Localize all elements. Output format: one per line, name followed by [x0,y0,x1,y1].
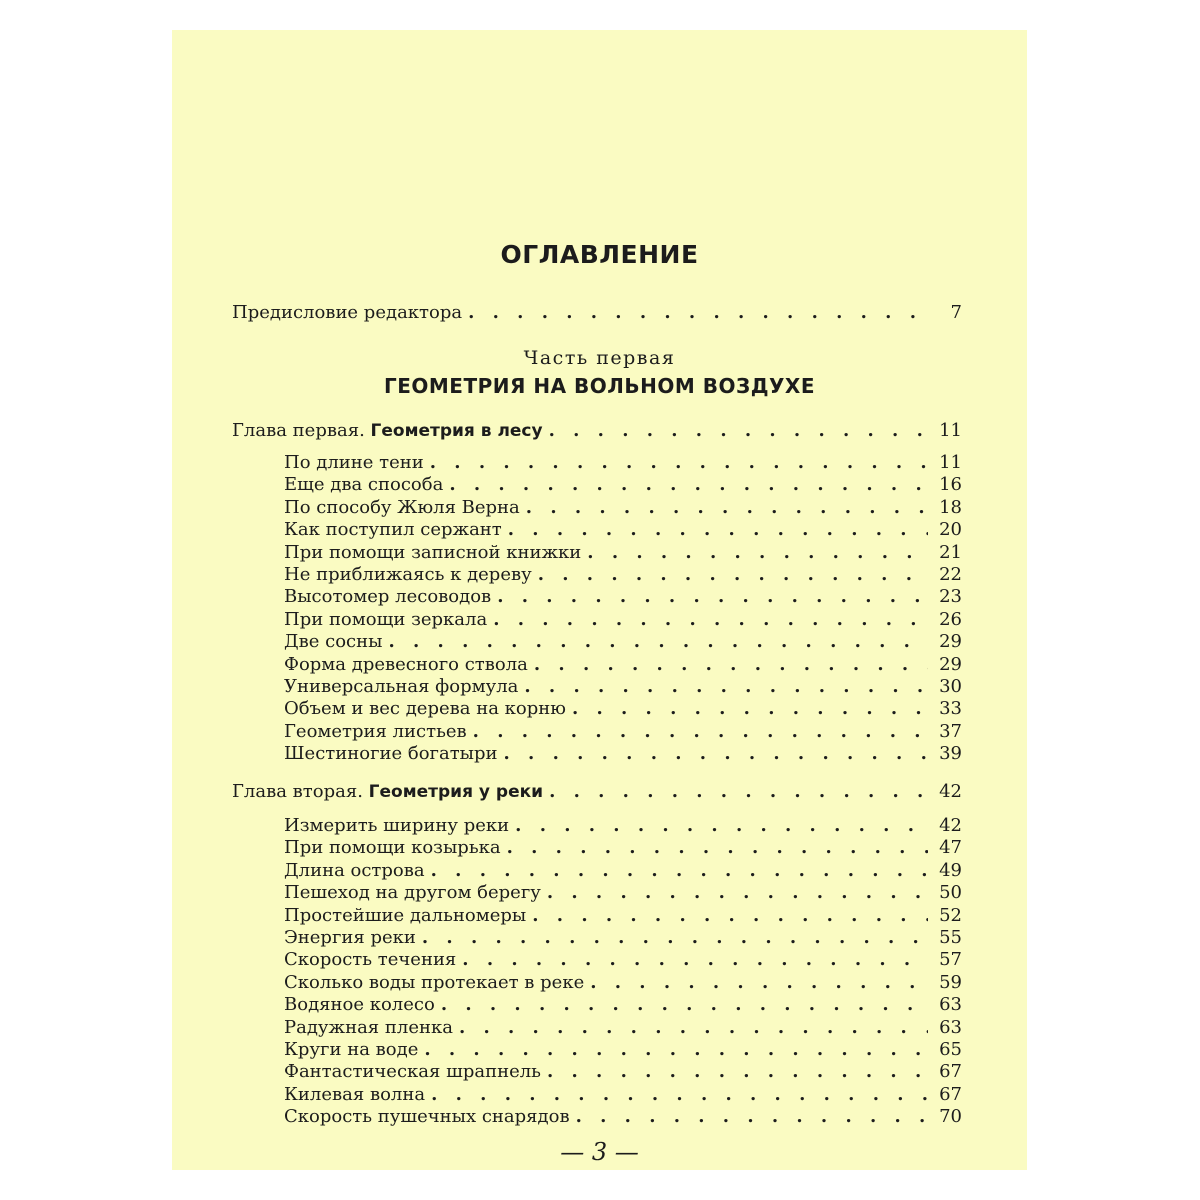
entry-title: Простейшие дальномеры [284,904,527,926]
toc-entry [284,519,962,541]
entry-title: По способу Жюля Верна [284,496,520,518]
dot-leader [549,420,928,442]
entry-page: 67 [939,1083,962,1105]
entry-title: Сколько воды протекает в реке [284,971,585,993]
entry-page: 7 [950,302,962,323]
part-title: ГЕОМЕТРИЯ НА ВОЛЬНОМ ВОЗДУХЕ [383,374,816,398]
entry-page: 30 [939,676,962,697]
entry-title: Пешеход на другом берегу [284,882,541,904]
toc-entry [284,564,962,586]
entry-title: При помощи козырька [284,837,501,859]
dot-leader [572,698,928,720]
toc-entry [284,1017,962,1039]
toc-entry [284,882,962,904]
entry-page: 18 [939,496,962,518]
toc-entry [284,631,962,653]
entry-title: По длине тени [284,452,424,473]
entry-title: Геометрия листьев [284,720,467,742]
dot-leader [507,837,928,859]
toc-entry [284,860,962,882]
entry-title: Водяное колесо [284,994,435,1016]
toc-entry [284,927,962,949]
entry-title: Радужная пленка [284,1016,453,1038]
toc-entry [284,743,962,765]
entry-title: Еще два способа [284,474,444,496]
dot-leader [431,860,928,882]
entry-page: 50 [939,882,962,904]
toc-entry [284,905,962,927]
dot-leader [587,542,928,564]
entry-page: 16 [939,474,962,496]
entry-page: 57 [939,949,962,971]
dot-leader [534,654,928,676]
entry-title: Высотомер лесоводов [284,586,492,608]
dot-leader [547,1061,928,1083]
entry-page: 52 [939,904,962,926]
dot-leader [508,519,928,541]
entry-page: 23 [939,586,962,608]
entry-page: 21 [939,541,962,563]
entry-page: 26 [939,608,962,630]
toc-chapter-2 [232,781,962,803]
entry-page: 59 [939,971,962,993]
entry-title: При помощи зеркала [284,608,488,630]
entry-title: Предисловие редактора [232,302,463,323]
entry-title: Объем и вес дерева на корню [284,698,566,720]
dot-leader [524,676,928,698]
chapter-title: Геометрия у реки [368,782,544,802]
chapter-prefix: Глава вторая. [232,781,363,802]
dot-leader [459,1017,928,1039]
toc-title: ОГЛАВЛЕНИЕ [500,240,699,269]
toc-entry [284,994,962,1016]
entry-page: 65 [939,1039,962,1060]
toc-entry [284,1039,962,1061]
entry-page: 47 [939,837,962,859]
dot-leader [473,721,928,743]
chapter-heading [232,781,543,803]
dot-leader [515,815,928,837]
dot-leader [532,905,928,927]
toc-entry [284,676,962,698]
chapter-page: 11 [939,420,962,441]
entry-title: Килевая волна [284,1083,426,1105]
entry-title: Фантастическая шрапнель [284,1061,541,1083]
toc-entry [284,654,962,676]
toc-entry [284,609,962,631]
entry-title: Как поступил сержант [284,519,502,541]
toc-entry-preface [232,302,962,324]
toc-entry [284,497,962,519]
dot-leader [430,452,928,474]
entry-page: 20 [939,519,962,541]
toc-entry [284,721,962,743]
dot-leader [424,1039,928,1061]
entry-page: 22 [939,564,962,585]
toc-entry [284,1084,962,1106]
toc-chapter-1 [232,420,962,442]
dot-leader [526,497,928,519]
entry-page: 11 [939,452,962,473]
entry-title: Шестиногие богатыри [284,743,498,765]
entry-title: Энергия реки [284,927,416,948]
chapter-heading [232,420,543,442]
dot-leader [449,474,928,496]
entry-page: 42 [939,815,962,836]
book-page [172,30,1027,1170]
dot-leader [441,994,928,1016]
dot-leader [547,882,928,904]
entry-page: 29 [939,631,962,653]
dot-leader [462,949,928,971]
entry-title: Универсальная формула [284,676,519,697]
dot-leader [493,609,928,631]
toc-entry [284,837,962,859]
dot-leader [538,564,928,586]
toc-entry [284,949,962,971]
chapter-title: Геометрия в лесу [370,421,543,441]
entry-page: 39 [939,743,962,765]
entry-title: Форма древесного ствола [284,653,528,675]
toc-entry [284,1061,962,1083]
entry-page: 70 [939,1106,962,1128]
entry-title: Скорость пушечных снарядов [284,1106,570,1128]
dot-leader [422,927,928,949]
toc-entry [284,542,962,564]
dot-leader [431,1084,928,1106]
part-label: Часть первая [523,347,676,369]
toc-entry [284,452,962,474]
toc-entry [284,1106,962,1128]
page-number: — 3 — [560,1138,639,1166]
entry-page: 63 [939,1016,962,1038]
entry-page: 49 [939,859,962,881]
dot-leader [590,972,928,994]
entry-title: Скорость течения [284,949,457,971]
toc-entry [284,586,962,608]
dot-leader [468,302,928,324]
entry-page: 29 [939,653,962,675]
dot-leader [549,781,928,803]
entry-page: 37 [939,720,962,742]
toc-entry [284,474,962,496]
entry-title: Две сосны [284,631,383,653]
entry-title: Не приближаясь к дереву [284,564,532,585]
dot-leader [388,631,928,653]
entry-page: 33 [939,698,962,720]
toc-entry [284,972,962,994]
dot-leader [576,1106,928,1128]
dot-leader [497,586,928,608]
entry-title: При помощи записной книжки [284,541,582,563]
chapter-prefix: Глава первая. [232,420,365,441]
entry-page: 63 [939,994,962,1016]
dot-leader [504,743,928,765]
entry-page: 67 [939,1061,962,1083]
entry-title: Круги на воде [284,1039,419,1060]
entry-title: Измерить ширину реки [284,815,510,836]
toc-entry [284,698,962,720]
chapter-page: 42 [939,781,962,802]
entry-title: Длина острова [284,859,425,881]
entry-page: 55 [939,927,962,948]
toc-entry [284,815,962,837]
